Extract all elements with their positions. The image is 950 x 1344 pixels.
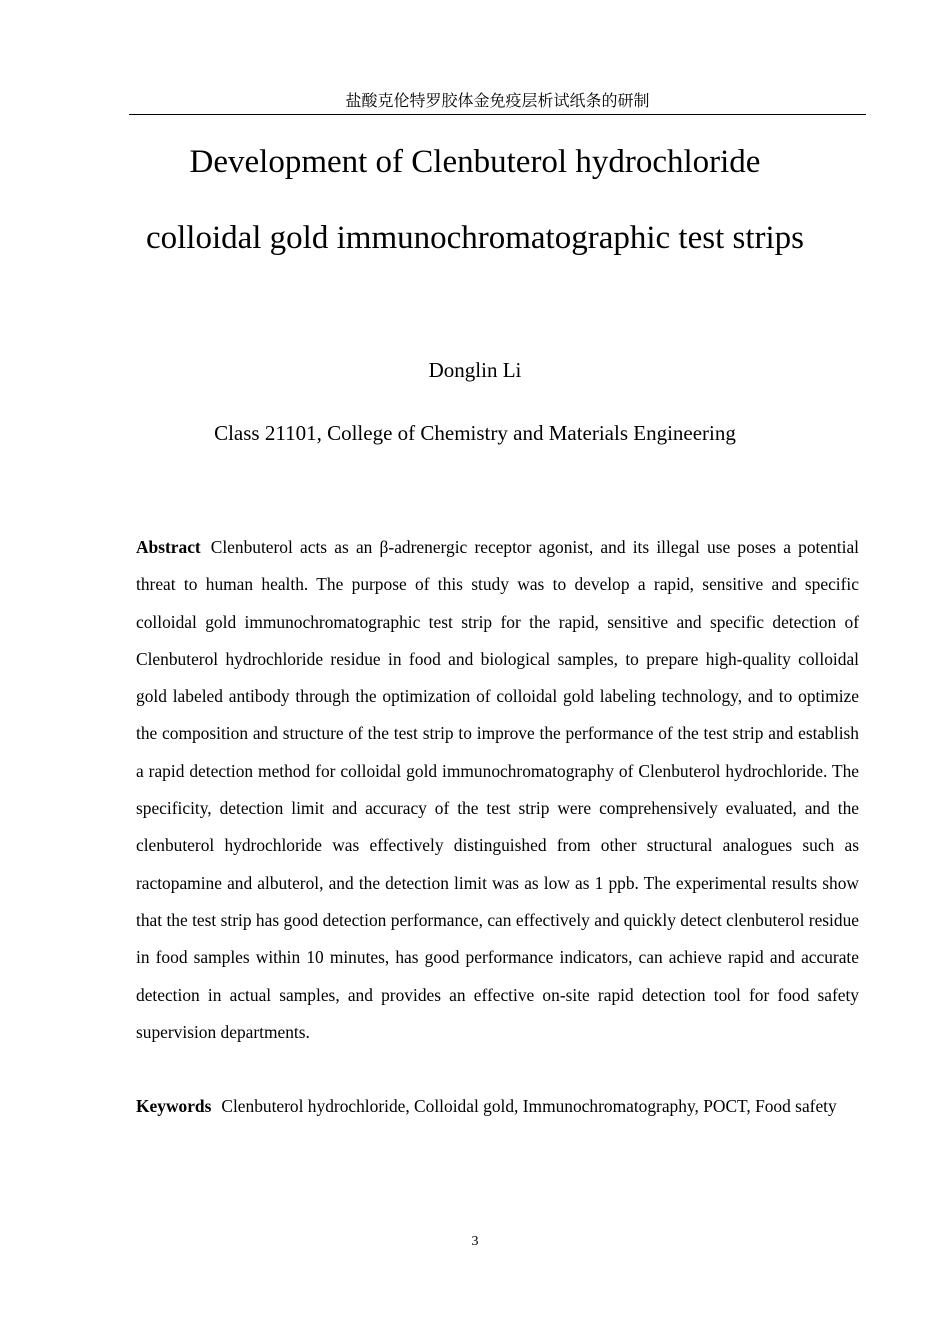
running-header: 盐酸克伦特罗胶体金免疫层析试纸条的研制 [129, 90, 866, 115]
author-affiliation: Class 21101, College of Chemistry and Materials Engineering [214, 421, 736, 445]
keywords-label: Keywords [136, 1096, 212, 1116]
paper-title-line-1: Development of Clenbuterol hydrochloride [189, 144, 761, 180]
keywords-text: Clenbuterol hydrochloride, Colloidal gold, Immunochromatography, POCT, Food safety [221, 1096, 837, 1116]
keywords-paragraph [136, 1088, 859, 1125]
abstract-text: Clenbuterol acts as an β-adrenergic receptor agonist, and its illegal use poses a potential threat to human health. The purpose of this study was to develop a rapid, sensitive and specific colloidal gold immunochromatographic test strip for the rapid, sensitive and specific detection of Clenbuterol hydrochloride residue in food and biological samples, to prepare high-quality colloidal gold labeled antibody through the optimization of colloidal gold labeling technology, and to optimize the composition and structure of the test strip to improve the performance of the test strip and establish a rapid detection method for colloidal gold immunochromatography of Clenbuterol hydrochloride. The specificity, detection limit and accuracy of the test strip were comprehensively evaluated, and the clenbuterol hydrochloride was effectively distinguished from other structural analogues such as ractopamine and albuterol, and the detection limit was as low as 1 ppb. The experimental results show that the test strip has good detection performance, can effectively and quickly detect clenbuterol residue in food samples within 10 minutes, has good performance indicators, can achieve rapid and accurate detection in actual samples, and provides an effective on-site rapid detection tool for food safety supervision departments. [136, 537, 859, 1042]
page-number: 3 [471, 1234, 479, 1249]
abstract-label: Abstract [136, 537, 201, 557]
paper-title-line-2: colloidal gold immunochromatographic test strips [145, 220, 805, 256]
author-name: Donglin Li [428, 358, 522, 382]
abstract-paragraph [136, 529, 859, 1051]
